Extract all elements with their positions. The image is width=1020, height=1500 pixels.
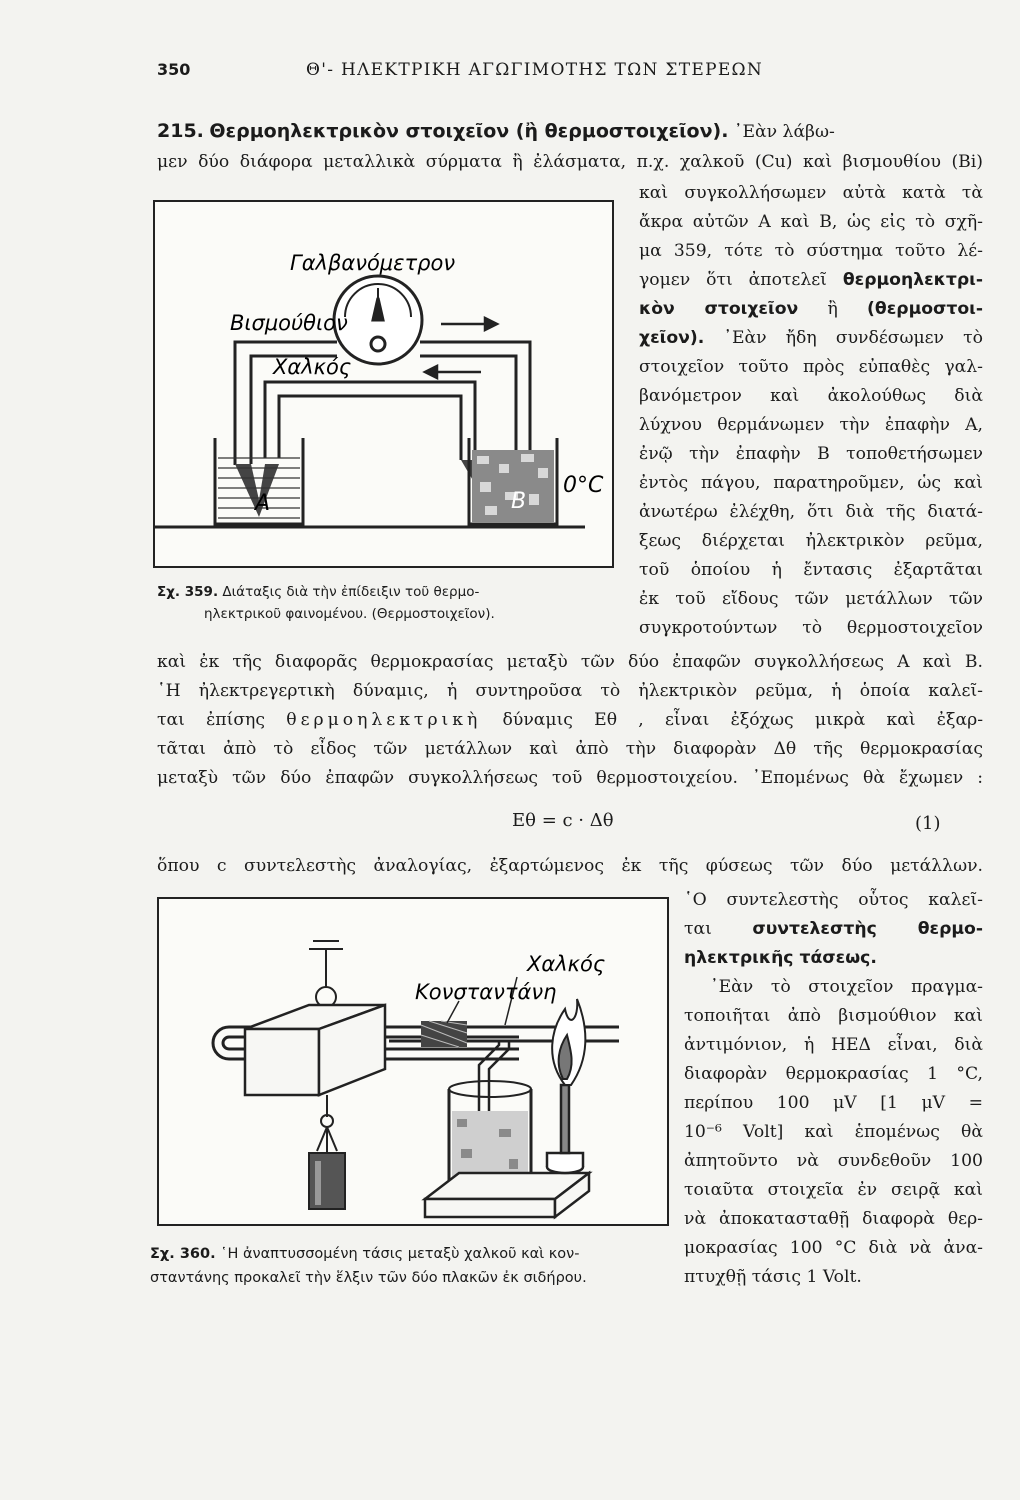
section-number: 215. <box>157 120 204 142</box>
figure-359 <box>153 200 614 568</box>
side-line: ἀντιμόνιον, ἡ ΗΕΔ εἶναι, διὰ <box>684 1035 983 1055</box>
section-heading <box>157 120 983 142</box>
running-title: Θ'- ΗΛΕΚΤΡΙΚΗ ΑΓΩΓΙΜΟΤΗΣ ΤΩΝ ΣΤΕΡΕΩΝ <box>306 60 764 80</box>
label-galvanometer: Γαλβανόμετρον <box>290 251 456 275</box>
side-line: κὸν στοιχεῖον ἢ (θερμοστοι- <box>639 299 984 319</box>
side-line: περίπου 100 μV [1 μV = <box>684 1093 983 1113</box>
side-line: τοιαῦτα στοιχεῖα ἐν σειρᾷ καὶ <box>684 1180 983 1200</box>
label-constantan: Κονσταντάνη <box>415 980 557 1004</box>
side-line: πτυχθῇ τάσις 1 Volt. <box>684 1267 862 1287</box>
side-line: νὰ ἀποκατασταθῇ διαφορὰ θερ- <box>684 1209 983 1229</box>
side-line: λύχνου θερμάνωμεν τὴν ἐπαφὴν Α, <box>639 415 983 435</box>
side-line: χεῖον). ᾿Εὰν ἤδη συνδέσωμεν τὸ <box>639 328 983 348</box>
section-title: Θερμοηλεκτρικὸν στοιχεῖον (ἢ θερμοστοιχεῖον). <box>209 120 729 142</box>
body-line: καὶ ἐκ τῆς διαφορᾶς θερμοκρασίας μεταξὺ τῶν δύο ἐπαφῶν συγκολλήσεως Α καὶ Β. <box>157 652 983 672</box>
body-line: μεταξὺ τῶν δύο ἐπαφῶν συγκολλήσεως τοῦ θερμοστοιχείου. ᾿Επομένως θὰ ἔχωμεν : <box>157 768 983 788</box>
section-title-tail: ᾿Εὰν λάβω- <box>733 122 835 142</box>
body-line: μεν δύο διάφορα μεταλλικὰ σύρματα ἢ ἐλάσματα, π.χ. χαλκοῦ (Cu) καὶ βισμουθίου (Bi) <box>157 152 983 172</box>
equation-number: (1) <box>915 813 941 834</box>
caption-359-number: Σχ. 359. <box>157 584 219 600</box>
caption-360-line1: Σχ. 360. ῾Η ἀναπτυσσομένη τάσις μεταξὺ χαλκοῦ καὶ κον- <box>150 1246 580 1262</box>
label-bismuth: Βισμούθιον <box>230 311 348 335</box>
side-line: ἀπητοῦντο νὰ συνδεθοῦν 100 <box>684 1151 983 1171</box>
side-line: ῾Ο συντελεστὴς οὗτος καλεῖ- <box>684 890 983 910</box>
caption-359-line1: Σχ. 359. Διάταξις διὰ τὴν ἐπίδειξιν τοῦ θερμο- <box>157 584 480 600</box>
body-line: τᾶται ἀπὸ τὸ εἶδος τῶν μετάλλων καὶ ἀπὸ τὴν διαφορὰν Δθ τῆς θερμοκρασίας <box>157 739 983 759</box>
side-line: γομεν ὅτι ἀποτελεῖ θερμοηλεκτρι- <box>639 270 983 290</box>
label-copper: Χαλκός <box>273 355 352 379</box>
side-line: ᾿Εὰν τὸ στοιχεῖον πραγμα- <box>710 977 983 997</box>
side-line: ηλεκτρικῆς τάσεως. <box>684 948 877 968</box>
side-line: τοῦ ὁποίου ἡ ἔντασις ἐξαρτᾶται <box>639 560 983 580</box>
side-line: ἄκρα αὐτῶν Α καὶ Β, ὡς εἰς τὸ σχῆ- <box>639 212 983 232</box>
body-line: ται ἐπίσης θερμοηλεκτρικὴ δύναμις Eθ , εἶναι ἐξόχως μικρὰ καὶ ἐξαρ- <box>157 710 983 730</box>
side-line: ἀνωτέρω ἐλέχθη, ὅτι διὰ τῆς διατά- <box>639 502 983 522</box>
caption-359-line2: ηλεκτρικοῦ φαινομένου. (Θερμοστοιχεῖον). <box>204 606 495 622</box>
copper-wire-loop-inner <box>279 396 461 460</box>
side-line: στοιχεῖον τοῦτο πρὸς εὐπαθὲς γαλ- <box>639 357 983 377</box>
side-line: καὶ συγκολλήσωμεν αὐτὰ κατὰ τὰ <box>639 183 983 203</box>
side-line: ται συντελεστὴς θερμο- <box>684 919 983 939</box>
side-line: ἐνῷ τὴν ἐπαφὴν Β τοποθετήσωμεν <box>639 444 983 464</box>
body-line: ῾Η ἠλεκτρεγερτικὴ δύναμις, ἡ συντηροῦσα τὸ ἠλεκτρικὸν ρεῦμα, ἡ ὁποία καλεῖ- <box>157 681 983 701</box>
constantan-junction <box>421 1021 467 1047</box>
side-line: ἐντὸς πάγου, παρατηροῦμεν, ὡς καὶ <box>639 473 983 493</box>
caption-360-number: Σχ. 360. <box>150 1246 216 1262</box>
burner <box>547 1085 583 1173</box>
side-line: διαφορὰν θερμοκρασίας 1 °C, <box>684 1064 983 1084</box>
figure-360 <box>157 897 669 1226</box>
label-B: B <box>511 489 527 514</box>
side-line: συγκροτούντων τὸ θερμοστοιχεῖον <box>639 618 983 638</box>
side-line: 10⁻⁶ Volt] καὶ ἑπομένως θὰ <box>684 1122 983 1142</box>
figure-360-drawing <box>159 899 667 1224</box>
weight <box>309 1153 345 1209</box>
copper-wire-loop-outer <box>265 382 475 460</box>
body-line: ὅπου c συντελεστὴς ἀναλογίας, ἐξαρτώμενος ἐκ τῆς φύσεως τῶν δύο μετάλλων. <box>157 856 983 876</box>
flame <box>552 999 585 1085</box>
caption-360-line2: σταντάνης προκαλεῖ τὴν ἕλξιν τῶν δύο πλακῶν ἐκ σιδήρου. <box>150 1270 587 1286</box>
equation: Eθ = c · Δθ <box>512 810 614 831</box>
label-temp: 0°C <box>563 473 604 498</box>
side-line: ξεως διέρχεται ἠλεκτρικὸν ρεῦμα, <box>639 531 983 551</box>
figure-359-drawing <box>155 202 612 566</box>
side-line: τοποιῆται ἀπὸ βισμούθιον καὶ <box>684 1006 983 1026</box>
side-line: βανόμετρον καὶ ἀκολούθως διὰ <box>639 386 983 406</box>
label-copper: Χαλκός <box>527 952 606 976</box>
side-line: μοκρασίας 100 °C διὰ νὰ ἀνα- <box>684 1238 983 1258</box>
page-number: 350 <box>157 60 191 79</box>
label-A: A <box>255 491 271 516</box>
side-line: μα 359, τότε τὸ σύστημα τοῦτο λέ- <box>639 241 983 261</box>
side-line: ἐκ τοῦ εἴδους τῶν μετάλλων τῶν <box>639 589 983 609</box>
